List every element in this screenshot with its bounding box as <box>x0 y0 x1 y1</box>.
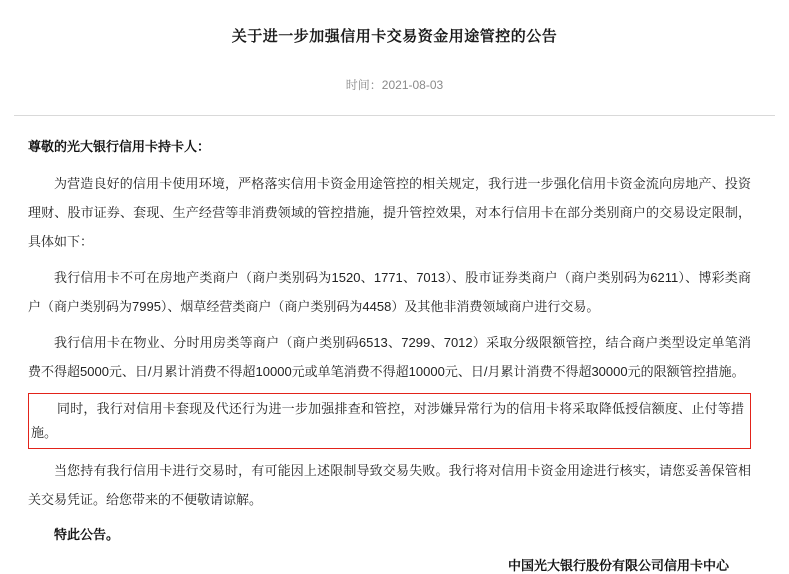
highlighted-section <box>28 393 751 449</box>
document-body <box>0 116 789 574</box>
paragraph-4: 当您持有我行信用卡进行交易时，有可能因上述限制导致交易失败。我行将对信用卡资金用途进行核实，请您妥善保管相关交易凭证。给您带来的不便敬请谅解。 <box>28 463 751 507</box>
publish-date: 时间：2021-08-03 <box>345 78 444 92</box>
salutation: 尊敬的光大银行信用卡持卡人： <box>28 139 211 154</box>
closing-statement: 特此公告。 <box>54 527 120 542</box>
red-outline-box <box>28 393 751 449</box>
signature: 中国光大银行股份有限公司信用卡中心 <box>507 558 729 573</box>
paragraph-highlighted: 同时，我行对信用卡套现及代还行为进一步加强排查和管控，对涉嫌异常行为的信用卡将采取降低授信额度、止付等措施。 <box>31 401 744 440</box>
paragraph-3: 我行信用卡在物业、分时用房类等商户（商户类别码6513、7299、7012）采取分级限额管控，结合商户类型设定单笔消费不得超5000元、日/月累计消费不得超10000元或单笔消费不得超10000元、日/月累计消费不得超30000元的限额管控措施。 <box>28 335 751 379</box>
paragraph-1: 为营造良好的信用卡使用环境，严格落实信用卡资金用途管控的相关规定，我行进一步强化信用卡资金流向房地产、投资理财、股市证券、套现、生产经营等非消费领域的管控措施，提升管控效果，对本行信用卡在部分类别商户的交易设定限制，具体如下： <box>28 176 751 249</box>
paragraph-2: 我行信用卡不可在房地产类商户（商户类别码为1520、1771、7013）、股市证券类商户（商户类别码为6211）、博彩类商户（商户类别码为7995）、烟草经营类商户（商户类别码为4458）及其他非消费领域商户进行交易。 <box>28 270 751 314</box>
page-title: 关于进一步加强信用卡交易资金用途管控的公告 <box>231 28 558 45</box>
